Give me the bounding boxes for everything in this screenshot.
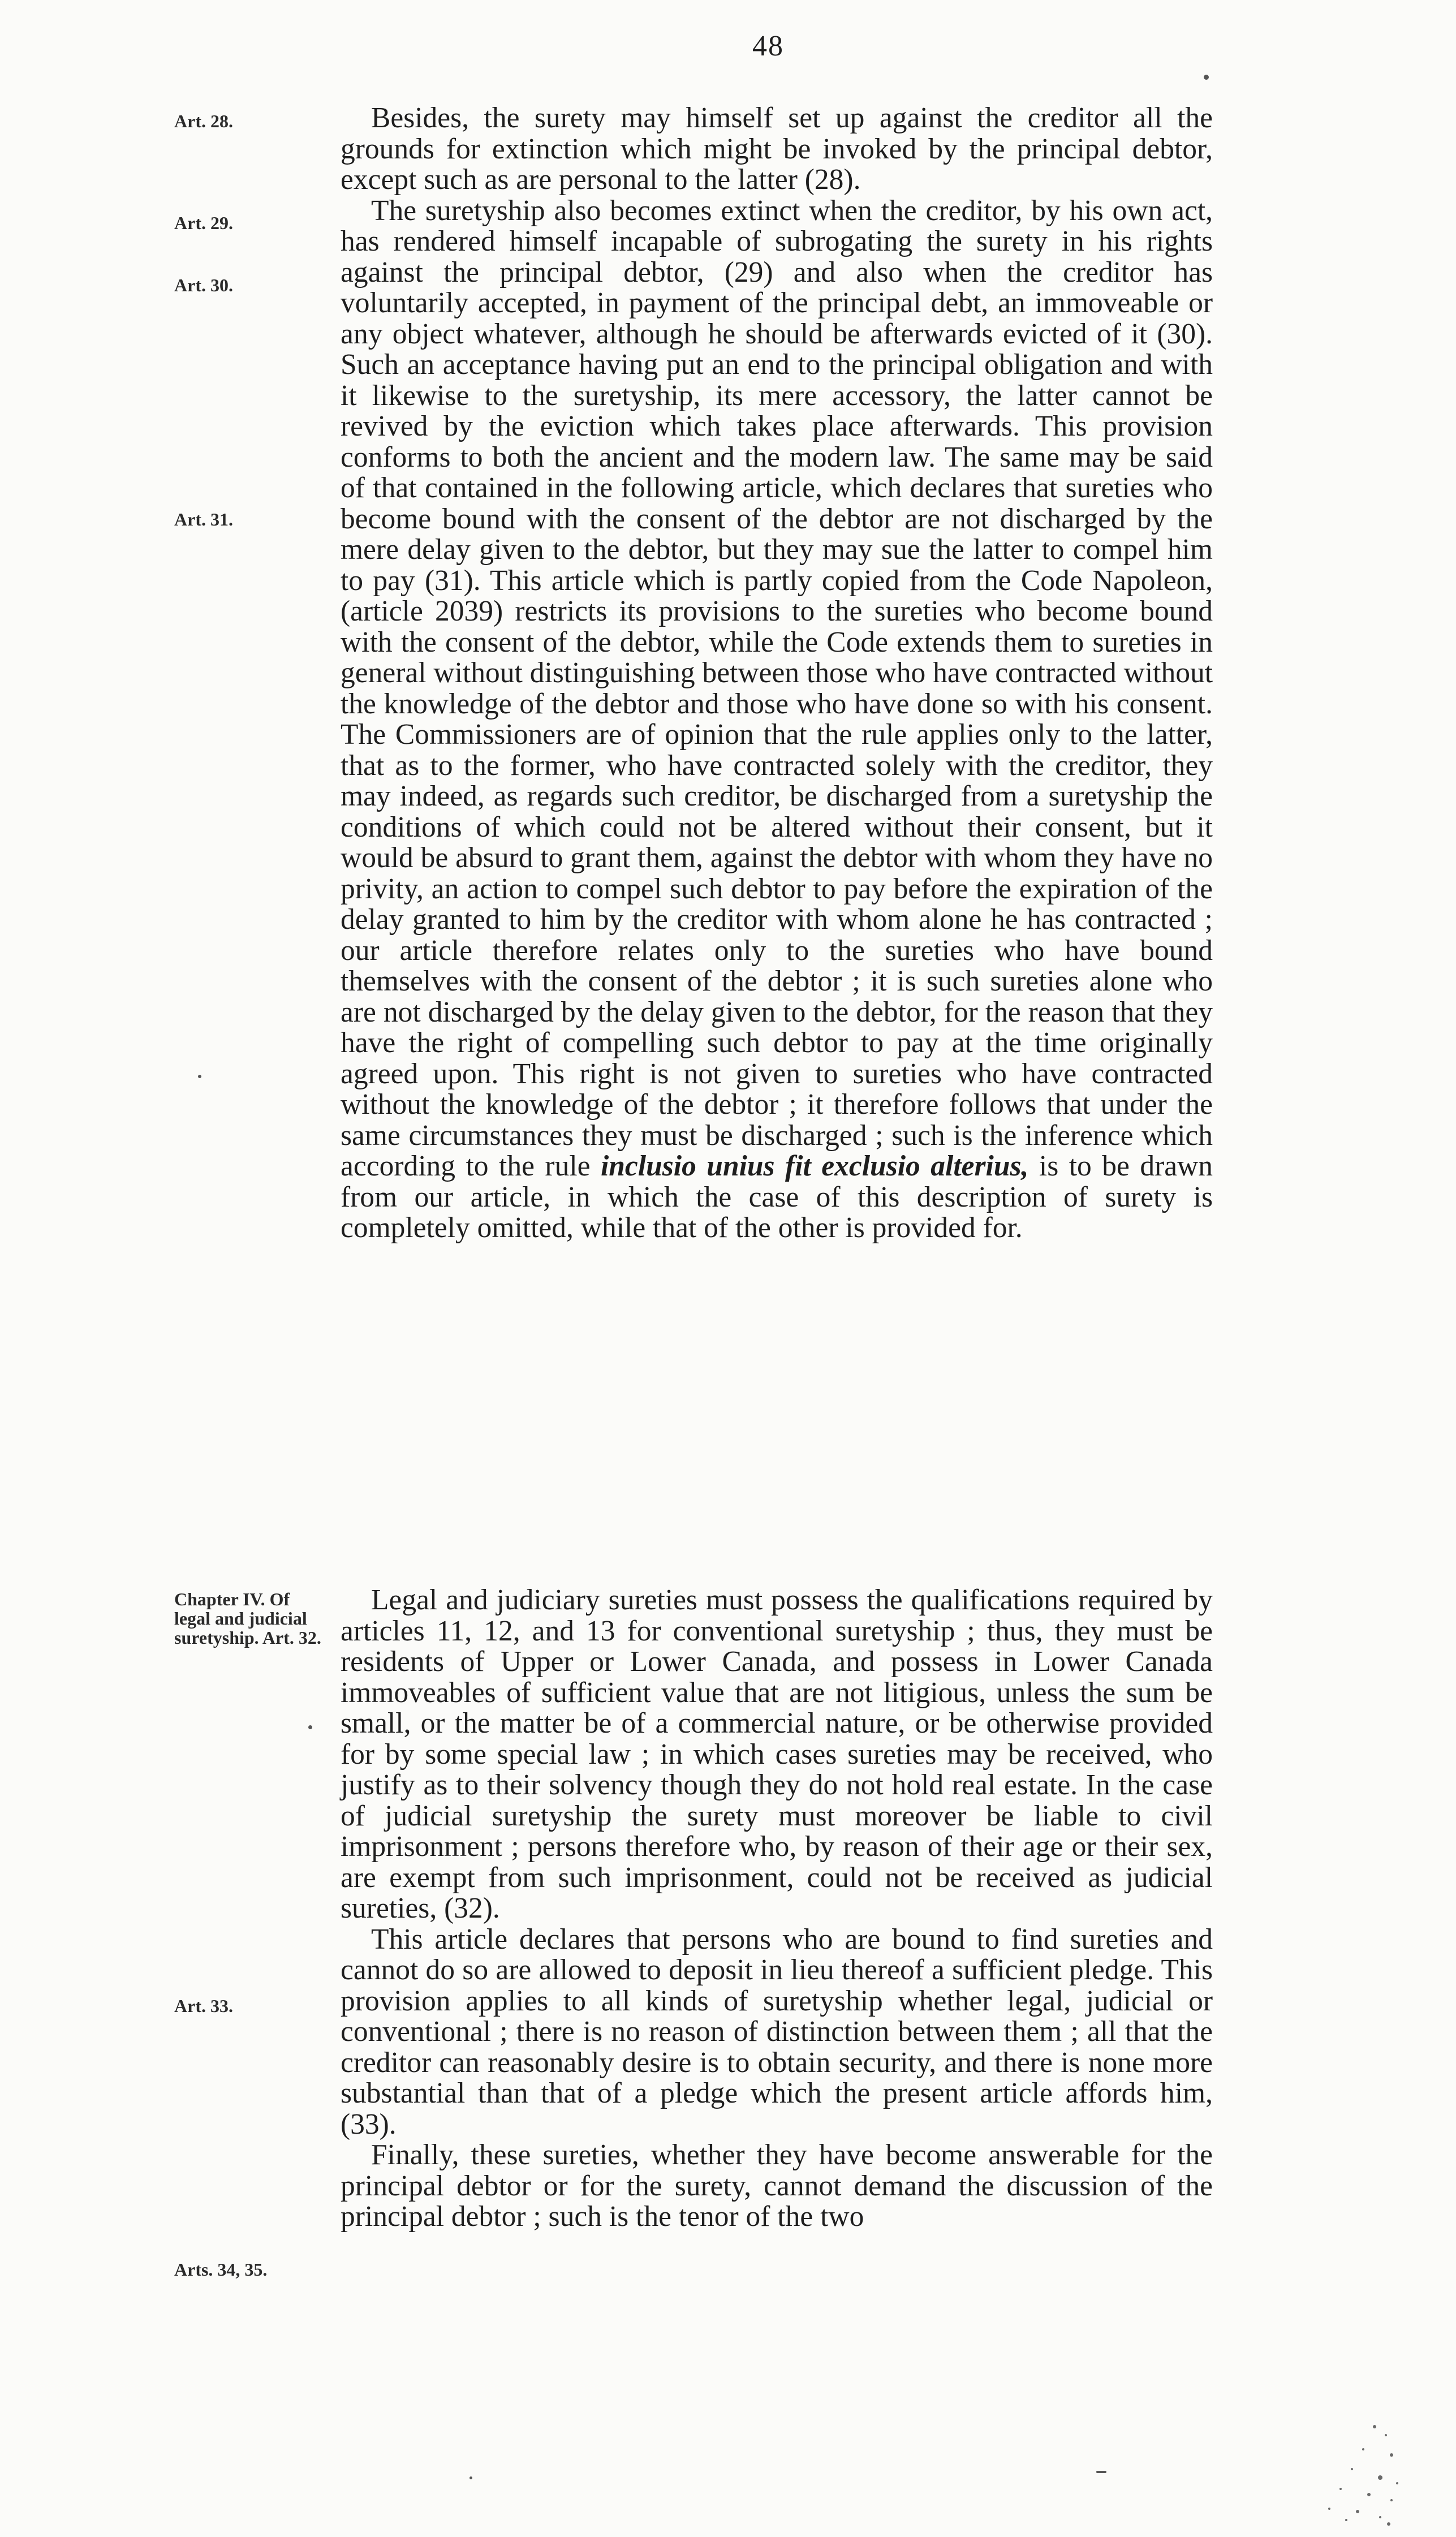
ink-speck xyxy=(1204,75,1209,80)
paragraph-art-32: Legal and judiciary sureties must possess the qualifications required by articles 11, 12, and 13 for conventional suretyship ; thus, they must be residents of Upper or Lower Canada, and possess in Lower Canada immoveables of sufficient value that are not litigious, unless the sum be small, or the matter be of a commercial nature, or be otherwise provided for by some special law ; in which cases sureties may be received, who justify as to their solvency though they do not hold real estate. In the case of judicial suretyship the surety must moreover be liable to civil imprisonment ; persons therefore who, by reason of their age or their sex, are exempt from such imprisonment, could not be received as judicial sureties, (32). xyxy=(341,1584,1213,1924)
margin-note-art-33: Art. 33. xyxy=(174,1996,233,2016)
paragraph-arts-34-35: Finally, these sureties, whether they have become answerable for the principal debtor or for the surety, cannot demand the discussion of the principal debtor ; such is the tenor of the two xyxy=(341,2139,1213,2233)
page-number: 48 xyxy=(752,30,784,62)
margin-note-art-31: Art. 31. xyxy=(174,509,233,529)
paragraph-art-28: Besides, the surety may himself set up against the creditor all the grounds for extinction which might be invoked by the principal debtor, except such as are personal to the latter (28). xyxy=(341,102,1213,196)
library-stamp-mark xyxy=(1307,2415,1408,2529)
margin-note-chapter-iv: Chapter IV. Of legal and judicial suretyship. Art. 32. xyxy=(174,1589,321,1648)
paragraph-text: The suretyship also becomes extinct when the creditor, by his own act, has rendered himself incapable of subrogating the surety in his rights against the principal debtor, (29) and also when the creditor has voluntarily accepted, in payment of the principal debt, an immoveable or any object whatever, although he should be afterwards evicted of it (30). Such an acceptance having put an end to the principal obligation and with it likewise to the suretyship, its mere accessory, the latter cannot be revived by the eviction which takes place afterwards. This provision conforms to both the ancient and the modern law. The same may be said of that contained in the following article, which declares that sureties who become bound with the consent of the debtor are not discharged by the mere delay given to the debtor, but they may sue the latter to compel him to pay (31). This article which is partly copied from the Code Napoleon, (article 2039) restricts its provisions to the sureties who become bound with the consent of the debtor, while the Code extends them to sureties in general without distinguishing between those who have contracted without the knowledge of the debtor and those who have done so with his consent. The Commissioners are of opinion that the rule applies only to the latter, that as to the former, who have contracted solely with the creditor, they may indeed, as regards such creditor, be discharged from a suretyship the conditions of which could not be altered without their consent, but it would be absurd to grant them, against the debtor with whom they have no privity, an action to compel such debtor to pay before the expiration of the delay granted to him by the creditor with whom alone he has contracted ; our article therefore relates only to the sureties who have bound themselves with the consent of the debtor ; it is such sureties alone who are not discharged by the delay given to the debtor, for the reason that they have the right of compelling such debtor to pay at the time originally agreed upon. This right is not given to sureties who have contracted without the knowledge of the debtor ; it therefore follows that under the same circumstances they must be discharged ; such is the inference which according to the rule xyxy=(341,194,1213,1182)
body-block-2 xyxy=(341,1585,1213,2233)
ink-speck xyxy=(469,2476,472,2479)
paragraph-art-33: This article declares that persons who are bound to find sureties and cannot do so are allowed to deposit in lieu thereof a sufficient pledge. This provision applies to all kinds of suretyship whether legal, judicial or conventional ; there is no reason of distinction between them ; all that the creditor can reasonably desire is to obtain security, and there is none more substantial than that of a pledge which the present article affords him, (33). xyxy=(341,1923,1213,2140)
ink-speck xyxy=(308,1725,312,1729)
margin-note-art-30: Art. 30. xyxy=(174,275,233,295)
ink-speck xyxy=(1096,2471,1106,2473)
margin-note-art-29: Art. 29. xyxy=(174,213,233,233)
paragraph-arts-29-31 xyxy=(341,196,1213,1244)
latin-maxim: inclusio unius fit exclusio alterius, xyxy=(600,1150,1029,1182)
paragraph-text: is to be drawn from our article, in which the case of this description of surety is completely omitted, while that of the other is provided for. xyxy=(341,1150,1213,1244)
body-block-1 xyxy=(341,103,1213,1244)
margin-note-art-28: Art. 28. xyxy=(174,111,233,131)
margin-note-arts-34-35: Arts. 34, 35. xyxy=(174,2259,268,2280)
ink-speck xyxy=(198,1075,201,1078)
